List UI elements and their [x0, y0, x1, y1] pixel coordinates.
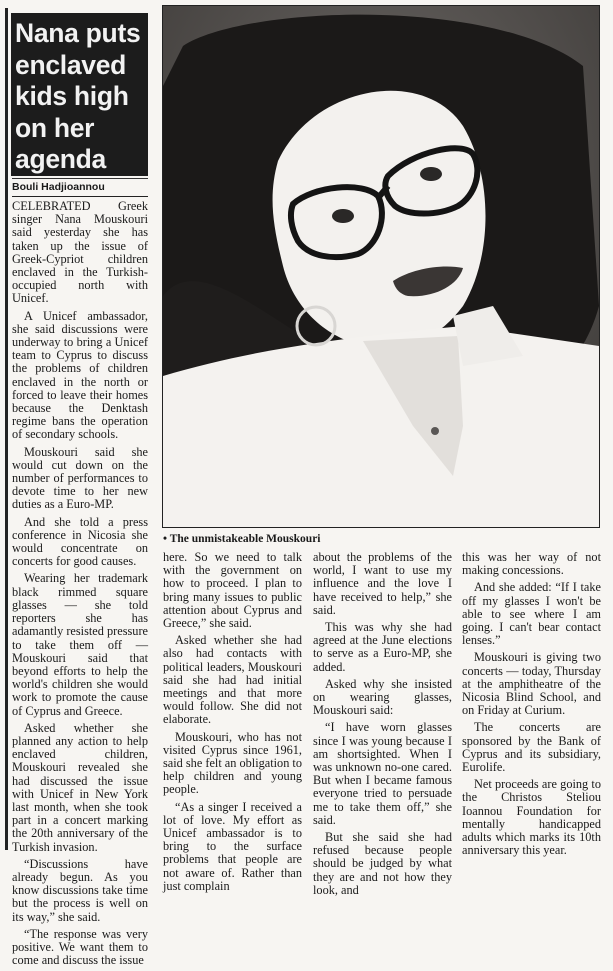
portrait-photo	[162, 5, 600, 528]
article-paragraph: A Unicef ambassador, she said discussions were underway to bring a Unicef team to Cyprus to discuss the problems of children enclaved in the north or forced to leave their homes because the Denktash regime bans the operation of secondary schools.	[12, 308, 148, 442]
article-paragraph: this was her way of not making concessions.	[462, 550, 601, 578]
article-paragraph: But she said she had refused because people should be judged by what they are and not how they look, and	[313, 830, 452, 897]
article-column-4	[462, 551, 601, 861]
article-paragraph: “As a singer I received a lot of love. My effort as Unicef ambassador is to bring to the surface problems that people are not aware of. Rather than just complain	[163, 799, 302, 893]
article-paragraph: Asked why she insisted on wearing glasses, Mouskouri said:	[313, 676, 452, 718]
headline: Nana puts enclaved kids high on her agenda	[11, 13, 148, 176]
article-paragraph: “I have worn glasses since I was young because I am shortsighted. When I was unknown no-one cared. But when I became famous everyone tried to persuade me to take them off,” she said.	[313, 720, 452, 827]
article-paragraph: And she told a press conference in Nicosia she would concentrate on concerts for good causes.	[12, 514, 148, 569]
article-paragraph: The concerts are sponsored by the Bank of Cyprus and its subsidiary, Eurolife.	[462, 720, 601, 775]
article-paragraph: about the problems of the world, I want to use my influence and the love I have received to help,” she said.	[313, 550, 452, 617]
article-paragraph: Mouskouri, who has not visited Cyprus since 1961, said she felt an obligation to help children and young people.	[163, 729, 302, 797]
article-paragraph: “The response was very positive. We want them to come and discuss the issue	[12, 926, 148, 968]
article-paragraph: This was why she had agreed at the June elections to serve as a Euro-MP, she added.	[313, 620, 452, 674]
article-paragraph: here. So we need to talk with the government on how to proceed. I plan to bring many issues to public attention about Cyprus and Greece,” she said.	[163, 550, 302, 631]
column-rule	[5, 8, 8, 850]
photo-caption: • The unmistakeable Mouskouri	[163, 533, 321, 545]
article-paragraph: Wearing her trademark black rimmed square glasses — she told reporters she has adamantly resisted pressure to take them off — Mouskouri said that beyond efforts to help the world's children she would work to promote the cause of Cyprus and Greece.	[12, 571, 148, 718]
article-paragraph: And she added: “If I take off my glasses I won't be able to see where I am going. I can't bear contact lenses.”	[462, 580, 601, 648]
article-paragraph: “Discussions have already begun. As you know discussions take time but the process is well on its way,” she said.	[12, 856, 148, 924]
portrait-illustration	[163, 6, 599, 527]
article-paragraph: CELEBRATED Greek singer Nana Mouskouri said yesterday she has taken up the issue of Greek-Cypriot children enclaved in the Turkish-occupied north with Unicef.	[12, 199, 148, 306]
article-paragraph: Net proceeds are going to the Christos Steliou Ioannou Foundation for mentally handicapped adults which marks its 10th anniversary this year.	[462, 777, 601, 858]
article-column-1	[12, 200, 148, 971]
article-paragraph: Asked whether she planned any action to help enclaved children, Mouskouri revealed she had discussed the issue with Unicef in New York last month, when she took part in a concert marking the 20th anniversary of the Turkish invasion.	[12, 720, 148, 854]
article-column-2	[163, 551, 302, 897]
article-column-3	[313, 551, 452, 901]
article-paragraph: Asked whether she had also had contacts with political leaders, Mouskouri said she had had initial meetings and that more would follow. She did not elaborate.	[163, 633, 302, 727]
byline: Bouli Hadjioannou	[12, 178, 148, 197]
article-paragraph: Mouskouri said she would cut down on the number of performances to devote time to her new duties as a Euro-MP.	[12, 444, 148, 512]
article-paragraph: Mouskouri is giving two concerts — today, Thursday at the amphitheatre of the Nicosia Blind School, and on Friday at Curium.	[462, 650, 601, 718]
